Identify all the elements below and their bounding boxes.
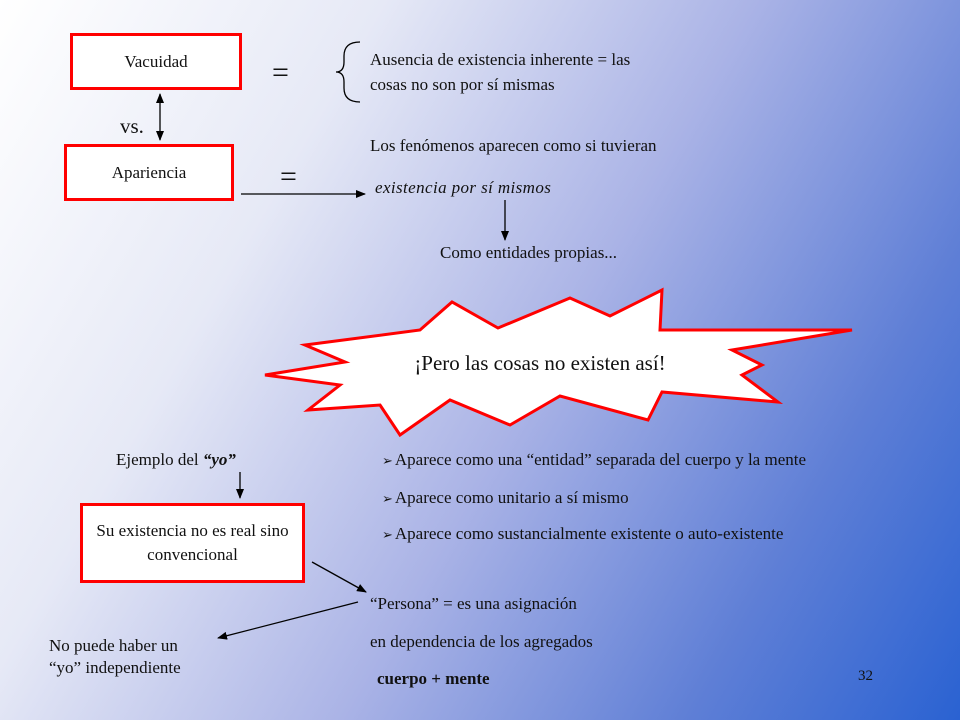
persona-line-1: “Persona” = es una asignación bbox=[370, 594, 577, 613]
definition-line-1: Ausencia de existencia inherente = las bbox=[370, 50, 631, 69]
existencia-box-text: Su existencia no es real sino convencional bbox=[96, 521, 289, 564]
persona-line-2: en dependencia de los agregados bbox=[370, 632, 593, 651]
vacuidad-box bbox=[70, 33, 242, 90]
no-yo-line-1: No puede haber un bbox=[49, 636, 178, 655]
bullet-text: Aparece como unitario a sí mismo bbox=[394, 488, 629, 507]
persona-arrow bbox=[312, 562, 366, 592]
ejemplo-yo: “yo” bbox=[202, 450, 236, 469]
bullet-item bbox=[382, 448, 806, 473]
bullet-arrow-icon: ➢ bbox=[382, 527, 393, 542]
bullet-item bbox=[382, 486, 629, 511]
apariencia-label: Apariencia bbox=[111, 162, 187, 182]
starburst-text: ¡Pero las cosas no existen así! bbox=[414, 351, 666, 375]
equals-sign-1: = bbox=[272, 56, 289, 89]
no-yo-line-2: “yo” independiente bbox=[49, 658, 181, 677]
curly-brace bbox=[336, 42, 360, 102]
vs-label: vs. bbox=[120, 114, 144, 138]
slide-number: 32 bbox=[858, 668, 873, 684]
ejemplo-label bbox=[116, 448, 236, 472]
bullet-arrow-icon: ➢ bbox=[382, 491, 393, 506]
equals-sign-2: = bbox=[280, 160, 297, 193]
bullet-arrow-icon: ➢ bbox=[382, 453, 393, 468]
existencia-box bbox=[80, 503, 305, 583]
no-yo-arrow bbox=[218, 602, 358, 638]
bullet-text: Aparece como sustancialmente existente o auto-existente bbox=[394, 524, 784, 543]
bullet-text: Aparece como una “entidad” separada del cuerpo y la mente bbox=[394, 450, 807, 469]
persona-line-3: cuerpo + mente bbox=[377, 669, 490, 688]
entidades-text: Como entidades propias... bbox=[440, 243, 618, 262]
ejemplo-prefix: Ejemplo del bbox=[116, 450, 203, 469]
definition-line-2: cosas no son por sí mismas bbox=[370, 75, 555, 94]
apariencia-box bbox=[64, 144, 234, 201]
phenomena-line-1: Los fenómenos aparecen como si tuvieran bbox=[370, 136, 657, 155]
bullet-item bbox=[382, 522, 783, 547]
phenomena-line-2: existencia por sí mismos bbox=[375, 178, 552, 197]
vacuidad-label: Vacuidad bbox=[124, 51, 188, 71]
